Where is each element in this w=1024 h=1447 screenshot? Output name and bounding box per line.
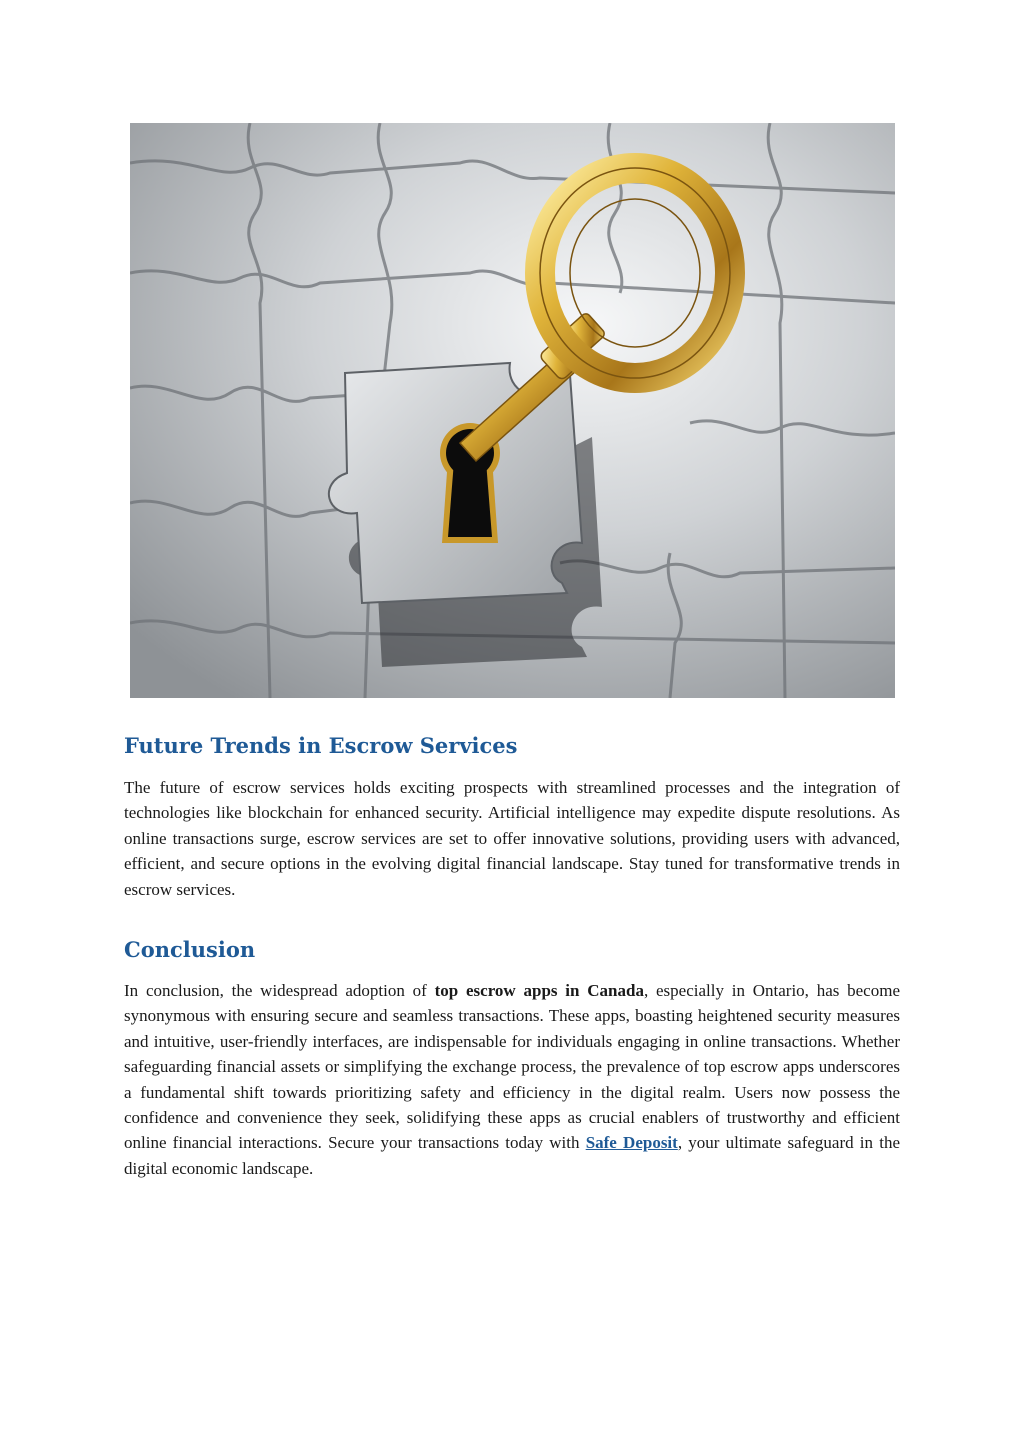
hero-image	[130, 123, 895, 698]
bold-phrase-escrow-apps: top escrow apps in Canada	[434, 981, 644, 1001]
conclusion-paragraph	[124, 978, 900, 1181]
future-trends-paragraph: The future of escrow services holds exciting prospects with streamlined processes and the integration of technologies like blockchain for enhanced security. Artificial intelligence may expedite dispute resolutions. As online transactions surge, escrow services are set to offer innovative solutions, providing users with advanced, efficient, and secure options in the evolving digital financial landscape. Stay tuned for transformative trends in escrow services.	[124, 778, 900, 899]
future-trends-heading: Future Trends in Escrow Services	[124, 733, 518, 758]
conclusion-text-3: , your ultimate safeguard in the digital economic landscape.	[124, 1133, 900, 1178]
article-content	[124, 730, 900, 1181]
conclusion-text-2: , especially in Ontario, has become synonymous with ensuring secure and seamless transactions. These apps, boasting heightened security measures and intuitive, user-friendly interfaces, are indispensable for individuals engaging in online transactions. Whether safeguarding financial assets or simplifying the exchange process, the prevalence of top escrow apps underscores a fundamental shift towards prioritizing safety and efficiency in the digital realm. Users now possess the confidence and convenience they seek, solidifying these apps as crucial enablers of trustworthy and efficient online financial interactions. Secure your transactions today with	[124, 981, 900, 1153]
conclusion-text-1: In conclusion, the widespread adoption of	[124, 981, 435, 1001]
key-puzzle-illustration	[130, 123, 895, 698]
conclusion-heading: Conclusion	[124, 937, 256, 963]
safe-deposit-link[interactable]: Safe Deposit	[585, 1133, 678, 1153]
